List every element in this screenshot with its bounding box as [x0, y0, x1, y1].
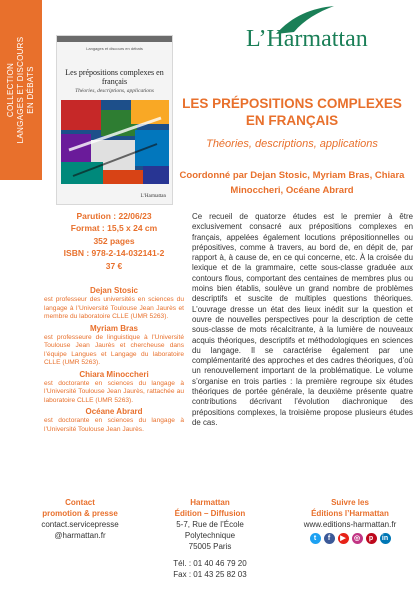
- author-entry: [44, 323, 184, 368]
- collection-sidebar: [0, 0, 42, 180]
- cover-topbar: [57, 36, 172, 42]
- cover-publisher: L’Harmattan: [140, 194, 166, 199]
- twitter-icon[interactable]: t: [310, 533, 321, 544]
- publication-info: [44, 210, 184, 272]
- contact-email[interactable]: contact.servicepresse @harmattan.fr: [41, 520, 119, 540]
- collection-label: COLLECTION LANGAGES ET DISCOURS EN DÉBATS: [6, 36, 35, 144]
- footer-social: [285, 497, 415, 544]
- author-bio: est doctorante en sciences du langage à l’Université Toulouse Jean Jaurès, rattachée au laboratoire CLLE (UMR 5263).: [44, 379, 184, 404]
- instagram-icon[interactable]: ◎: [352, 533, 363, 544]
- publication-date: Parution : 22/06/23: [76, 211, 152, 221]
- book-format: Format : 15,5 x 24 cm: [70, 223, 158, 234]
- social-heading: Suivre les: [331, 498, 369, 507]
- editions-heading: Harmattan: [190, 498, 230, 507]
- cover-artwork: [61, 100, 169, 184]
- author-entry: [44, 406, 184, 434]
- author-name: Myriam Bras: [89, 323, 139, 333]
- author-name: Chiara Minoccheri: [79, 369, 149, 379]
- fax: Fax : 01 43 25 82 03: [173, 570, 247, 579]
- phone: Tél. : 01 40 46 79 20: [173, 559, 247, 568]
- book-cover: [56, 35, 173, 205]
- author-bio: est doctorante en sciences du langage à l’Université Toulouse Jean Jaurès.: [44, 417, 184, 433]
- footer-contact: [20, 497, 140, 541]
- author-bio: est professeure de linguistique à l’Université Toulouse Jean Jaurès et chercheuse dans l’équipe Langues et Langage du laboratoire CLLE (UMR 5263).: [44, 333, 184, 366]
- harmattan-logo: [232, 4, 412, 56]
- author-name: Océane Abrard: [85, 407, 143, 416]
- editions-subheading: Édition – Diffusion: [174, 509, 246, 518]
- author-entry: [44, 285, 184, 322]
- page-count: 352 pages: [93, 235, 135, 246]
- book-description: Ce recueil de quatorze études est le premier à être exclusivement consacré aux prépositions complexes en français, appelées également locutions prépositionnelles ou prépositives, comme à travers, au bord de, en dépit de, par rapport à, à cause de, en ce qui concerne, etc. À la croisée du lexique et de la grammaire, cette sous-classe graduée aux contours flous, comportant des centaines de membres plus ou moins bien établis, soulève un grand nombre de problèmes descriptifs et suscite de multiples questions théoriques. L’ouvrage dresse un état des lieux inédit sur la question et ouvre de nouvelles perspectives pour la description de cette sous-classe de mots récalcitrante, à la lumière de nouveaux acquis théoriques, descriptifs et méthodologiques en sciences du langage. Il se caractérise également par une complémentarité des approches et des cadres théoriques, d’où un renouvellement important de la problématique. Le volume s’organise en trois parties : la première regroupe six études théoriques de portée générale, la deuxième présente quatre contributions décrivant l’évolution diachronique des prépositions complexes, la troisième propose plusieurs études de cas.: [192, 212, 413, 427]
- editions-address: 5-7, Rue de l’École Polytechnique 75005 Paris Tél. : 01 40 46 79 20 Fax : 01 43 25 82 03: [150, 519, 270, 580]
- contact-subheading: promotion & presse: [42, 509, 118, 518]
- website-link[interactable]: www.editions-harmattan.fr: [303, 520, 397, 529]
- social-subheading: Éditions l’Harmattan: [311, 509, 389, 518]
- linkedin-icon[interactable]: in: [380, 533, 391, 544]
- youtube-icon[interactable]: ▶: [338, 533, 349, 544]
- book-subtitle: Théories, descriptions, applications: [206, 138, 378, 150]
- logo-wordmark: L’Harmattan: [246, 26, 368, 52]
- contact-heading: Contact: [65, 498, 95, 507]
- author-bio: est professeur des universités en sciences du langage à l’Université Toulouse Jean Jaurès et membre du laboratoire CLLE (UMR 5263).: [44, 296, 184, 320]
- cover-subtitle: Théories, descriptions, applications: [75, 88, 154, 94]
- book-title: LES PRÉPOSITIONS COMPLEXES EN FRANÇAIS: [182, 96, 402, 128]
- cover-series: Langages et discours en débats: [86, 46, 143, 51]
- footer-editions: [150, 497, 270, 580]
- facebook-icon[interactable]: f: [324, 533, 335, 544]
- isbn: ISBN : 978-2-14-032141-2: [63, 248, 165, 259]
- cover-title: Les prépositions complexes en français: [65, 68, 164, 86]
- author-name: Dejan Stosic: [89, 286, 138, 295]
- author-bios: [44, 285, 184, 435]
- author-entry: [44, 369, 184, 406]
- social-icons: [285, 533, 415, 544]
- price: 37 €: [105, 260, 123, 271]
- coordinators: Coordonné par Dejan Stosic, Myriam Bras, Chiara Minoccheri, Océane Abrard: [179, 170, 405, 196]
- pinterest-icon[interactable]: p: [366, 533, 377, 544]
